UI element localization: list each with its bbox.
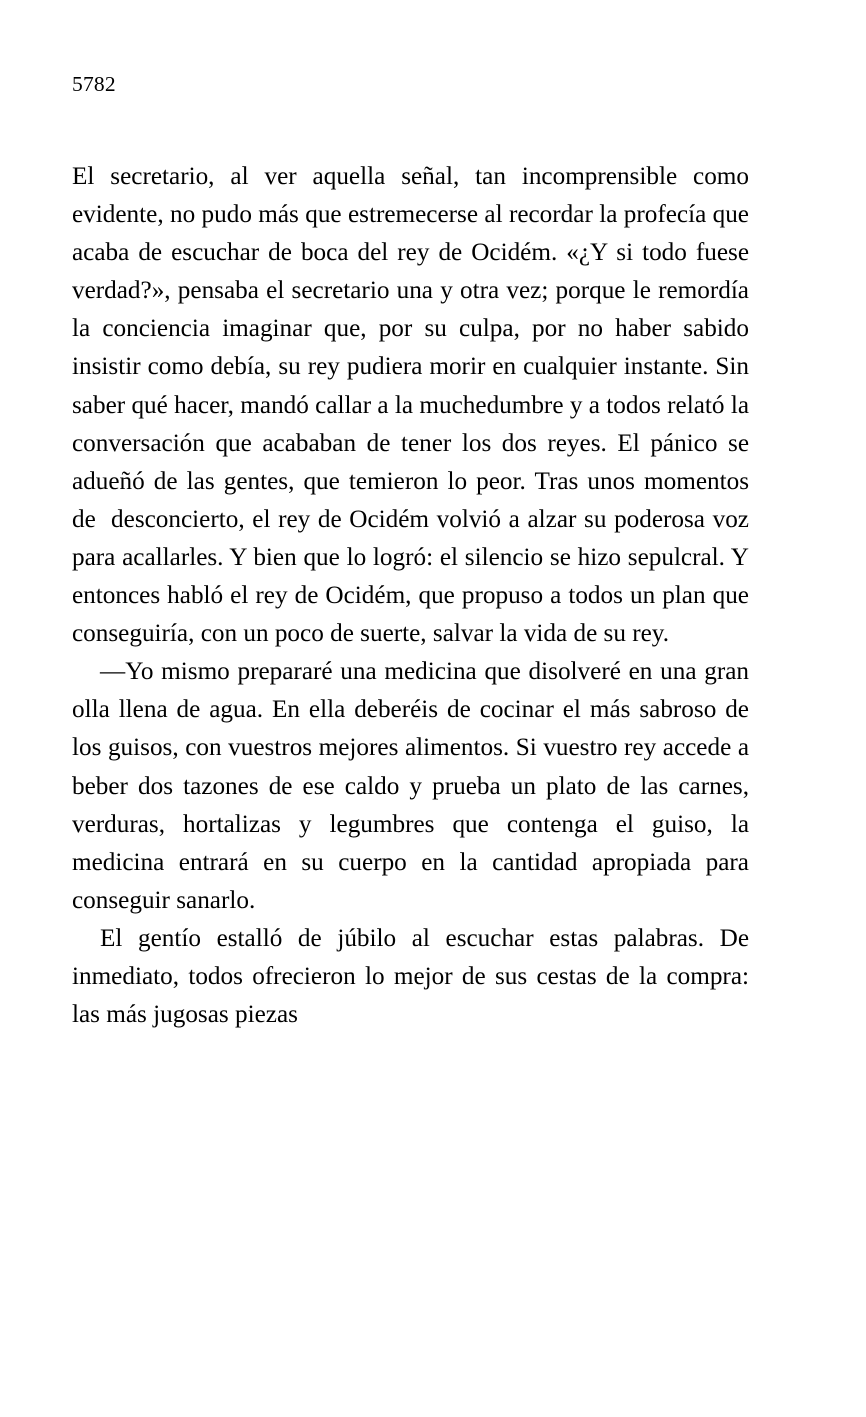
paragraph: —Yo mismo prepararé una medicina que disolveré en una gran olla llena de agua. En ella deberéis de cocinar el más sabroso de los guisos, con vuestros mejores alimentos. Si vuestro rey accede a beber dos tazones de ese caldo y prueba un plato de las carnes, verduras, hortalizas y legumbres que contenga el guiso, la medicina entrará en su cuerpo en la cantidad apropiada para conseguir sanarlo.	[72, 658, 756, 914]
page-number: 5782	[72, 72, 116, 96]
paragraph: El gentío estalló de júbilo al escuchar estas palabras. De inmediato, todos ofrecieron lo mejor de sus cestas de la compra: las más jugosas piezas	[72, 924, 756, 1029]
paragraph: El secretario, al ver aquella señal, tan incomprensible como evidente, no pudo más que estremecerse al recordar la profecía que acaba de escuchar de boca del rey de Ocidém. «¿Y si todo fuese verdad?», pensaba el secretario una y otra vez; porque le remordía la conciencia imaginar que, por su culpa, por no haber sabido insistir como debía, su rey pudiera morir en cualquier instante. Sin saber qué hacer, mandó callar a la muchedumbre y a todos relató la conversación que acababan de tener los dos reyes. El pánico se adueñó de las gentes, que temieron lo peor. Tras unos momentos de desconcierto, el rey de Ocidém volvió a alzar su poderosa voz para acallarles. Y bien que lo logró: el silencio se hizo sepulcral. Y entonces habló el rey de Ocidém, que propuso a todos un plan que conseguiría, con un poco de suerte, salvar la vida de su rey.	[72, 163, 756, 648]
body-text-column	[72, 158, 756, 1034]
